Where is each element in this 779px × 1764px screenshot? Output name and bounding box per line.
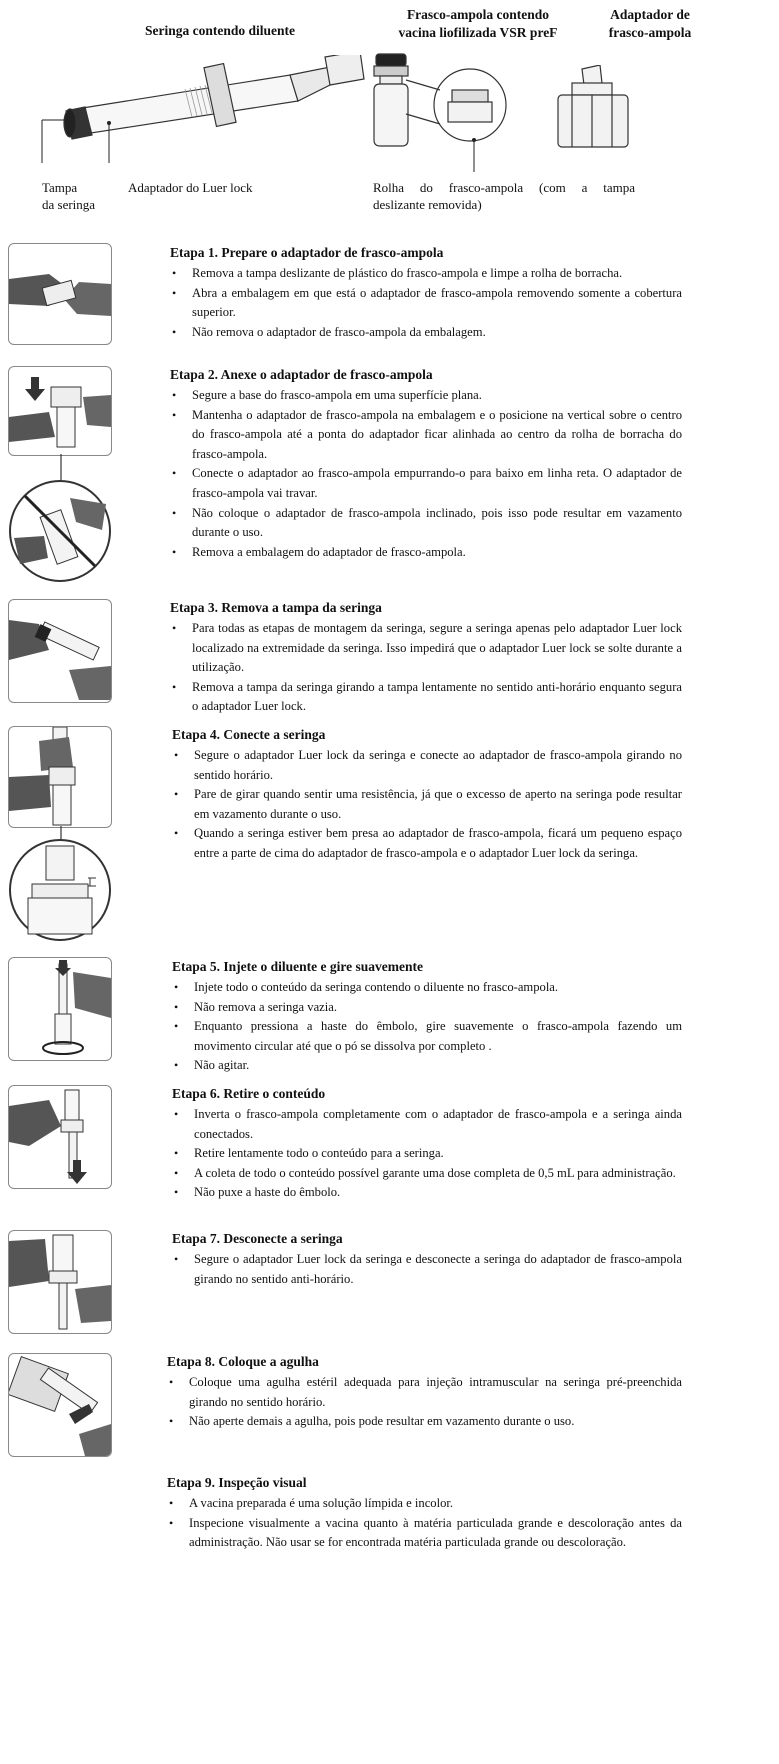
step6-bullet-1: • Inverta o frasco-ampola completamente com o adaptador de frasco-ampola e a seringa ainda conectados. — [172, 1105, 682, 1144]
attach-adapter-icon — [9, 367, 111, 455]
connect-syringe-icon — [9, 727, 111, 827]
step7-bullet-1: • Segure o adaptador Luer lock da seringa e desconecte a seringa do adaptador de frasco-ampola girando no sentido anti-horário. — [172, 1250, 682, 1289]
syringe-title: Seringa contendo diluente — [144, 23, 295, 38]
attach-needle-icon — [9, 1354, 111, 1456]
stopper-label-line1: Rolha do frasco-ampola (com a tampa — [373, 180, 635, 195]
step1-bullet-1: • Remova a tampa deslizante de plástico do frasco-ampola e limpe a rolha de borracha. — [170, 264, 682, 284]
step9-bullet-2: • Inspecione visualmente a vacina quanto à matéria particulada grande e descoloração antes da administração. Não usar se for encontrada matéria particulada grande ou descoloração. — [167, 1514, 682, 1553]
step4-bullet-1: • Segure o adaptador Luer lock da seringa e conecte ao adaptador de frasco-ampola girando no sentido horário. — [172, 746, 682, 785]
step2-prohibited-image — [6, 478, 114, 584]
syringe-illustration — [40, 55, 380, 185]
step2-bullet-1: • Segure a base do frasco-ampola em uma superfície plana. — [170, 386, 682, 406]
step1-title: Etapa 1. Prepare o adaptador de frasco-ampola — [170, 245, 444, 260]
tip-cap-label-line2: da seringa — [42, 196, 96, 212]
step7-title: Etapa 7. Desconecte a seringa — [172, 1231, 343, 1246]
step6-title: Etapa 6. Retire o conteúdo — [172, 1086, 326, 1101]
step9-title: Etapa 9. Inspeção visual — [167, 1475, 307, 1490]
step8-image — [8, 1353, 112, 1457]
adapter-title-line2: frasco-ampola — [608, 24, 692, 40]
step3-block — [170, 600, 682, 717]
step4-bullet-3: • Quando a seringa estiver bem presa ao adaptador de frasco-ampola, ficará um pequeno espaço entre a parte de cima do adaptador de frasco-ampola e o adaptador Luer lock da seringa. — [172, 824, 682, 863]
step3-image — [8, 599, 112, 703]
step8-bullet-2: • Não aperte demais a agulha, pois pode resultar em vazamento durante o uso. — [167, 1412, 682, 1432]
luer-lock-label: Adaptador do Luer lock — [128, 180, 253, 195]
tip-cap-label — [42, 180, 112, 214]
step5-bullet-4: • Não agitar. — [172, 1056, 682, 1076]
step7-image — [8, 1230, 112, 1334]
vial-illustration — [370, 50, 520, 180]
step6-bullet-2: • Retire lentamente todo o conteúdo para a seringa. — [172, 1144, 682, 1164]
remove-syringe-cap-icon — [9, 600, 111, 702]
step7-block — [172, 1231, 682, 1289]
withdraw-contents-icon — [9, 1086, 111, 1188]
step5-bullet-1: • Injete todo o conteúdo da seringa contendo o diluente no frasco-ampola. — [172, 978, 682, 998]
step5-title: Etapa 5. Injete o diluente e gire suavemente — [172, 959, 423, 974]
step1-bullet-3: • Não remova o adaptador de frasco-ampola da embalagem. — [170, 323, 682, 343]
adapter-title — [590, 6, 710, 41]
step1-image — [8, 243, 112, 345]
step1-bullet-2: • Abra a embalagem em que está o adaptador de frasco-ampola removendo somente a cobertura superior. — [170, 284, 682, 323]
step2-bullet-5: • Remova a embalagem do adaptador de frasco-ampola. — [170, 543, 682, 563]
step4-detail-image — [6, 838, 114, 942]
adapter-illustration — [552, 65, 642, 155]
step4-block — [172, 727, 682, 864]
step4-bullet-2: • Pare de girar quando sentir uma resistência, já que o excesso de aperto na seringa pode resultar em vazamento durante o uso. — [172, 785, 682, 824]
step3-title: Etapa 3. Remova a tampa da seringa — [170, 600, 382, 615]
tip-cap-label-line1: Tampa — [42, 180, 78, 195]
step2-block — [170, 367, 682, 562]
vial-title-line1: Frasco-ampola contendo — [406, 7, 550, 22]
step9-block — [167, 1475, 682, 1553]
step8-block — [167, 1354, 682, 1432]
step3-bullet-1: • Para todas as etapas de montagem da seringa, segure a seringa apenas pelo adaptador Luer lock localizado na extremidade da seringa. Isso impedirá que o adaptador Luer lock se solte durante a utilização. — [170, 619, 682, 678]
step4-title: Etapa 4. Conecte a seringa — [172, 727, 326, 742]
step2-bullet-2: • Mantenha o adaptador de frasco-ampola na embalagem e o posicione na vertical sobre o centro do frasco-ampola até a ponta do adaptador ficar alinhada ao centro da rolha de borracha do frasco-ampola. — [170, 406, 682, 465]
step2-title: Etapa 2. Anexe o adaptador de frasco-ampola — [170, 367, 433, 382]
step2-image — [8, 366, 112, 456]
step9-bullet-1: • A vacina preparada é uma solução límpida e incolor. — [167, 1494, 682, 1514]
inject-and-swirl-icon — [9, 958, 111, 1060]
hands-opening-package-icon — [9, 244, 111, 344]
step6-bullet-4: • Não puxe a haste do êmbolo. — [172, 1183, 682, 1203]
step5-image — [8, 957, 112, 1061]
step2-bullet-4: • Não coloque o adaptador de frasco-ampola inclinado, pois isso pode resultar em vazamento durante o uso. — [170, 504, 682, 543]
adapter-title-line1: Adaptador de — [610, 7, 690, 22]
step5-block — [172, 959, 682, 1076]
step2-bullet-3: • Conecte o adaptador ao frasco-ampola empurrando-o para baixo em linha reta. O adaptador de frasco-ampola vai travar. — [170, 464, 682, 503]
step6-block — [172, 1086, 682, 1203]
vial-title-line2: vacina liofilizada VSR preF — [398, 24, 558, 40]
step4-image — [8, 726, 112, 828]
stopper-label-line2: deslizante removida) — [373, 196, 482, 212]
step3-bullet-2: • Remova a tampa da seringa girando a tampa lentamente no sentido anti-horário enquanto segura o adaptador Luer lock. — [170, 678, 682, 717]
step8-title: Etapa 8. Coloque a agulha — [167, 1354, 319, 1369]
step6-bullet-3: • A coleta de todo o conteúdo possível garante uma dose completa de 0,5 mL para administração. — [172, 1164, 682, 1184]
step5-bullet-2: • Não remova a seringa vazia. — [172, 998, 682, 1018]
step6-image — [8, 1085, 112, 1189]
vial-title — [378, 6, 578, 41]
disconnect-syringe-icon — [9, 1231, 111, 1333]
step1-block — [170, 245, 682, 342]
stopper-label — [373, 180, 635, 214]
step5-bullet-3: • Enquanto pressiona a haste do êmbolo, gire suavemente o frasco-ampola fazendo um movimento circular até que o pó se dissolva por completo . — [172, 1017, 682, 1056]
step8-bullet-1: • Coloque uma agulha estéril adequada para injeção intramuscular na seringa pré-preenchida girando no sentido horário. — [167, 1373, 682, 1412]
